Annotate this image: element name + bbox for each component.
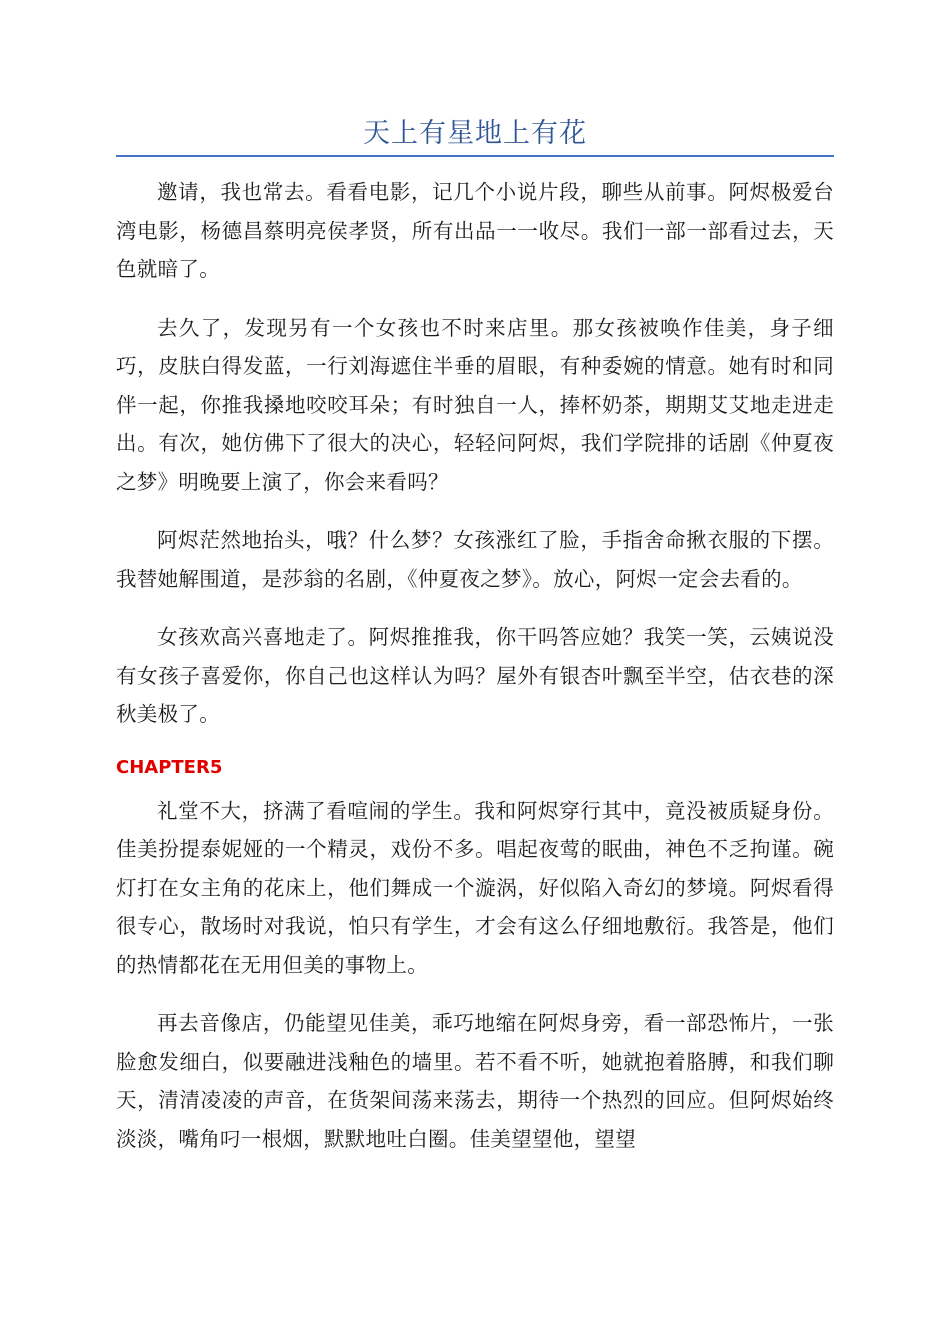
page-title: 天上有星地上有花 <box>363 118 587 149</box>
paragraph: 阿烬茫然地抬头，哦？什么梦？女孩涨红了脸，手指舍命揪衣服的下摆。我替她解围道，是莎翁的名剧，《仲夏夜之梦》。放心，阿烬一定会去看的。 <box>116 528 834 591</box>
chapter-heading: CHAPTER5 <box>116 756 223 778</box>
paragraph: 再去音像店，仍能望见佳美，乖巧地缩在阿烬身旁，看一部恐怖片，一张脸愈发细白，似要融进浅釉色的墙里。若不看不听，她就抱着胳膊，和我们聊天，清清凌凌的声音，在货架间荡来荡去，期待一个热烈的回应。但阿烬始终淡淡，嘴角叼一根烟，默默地吐白圈。佳美望望他，望望 <box>116 1011 834 1151</box>
paragraph: 去久了，发现另有一个女孩也不时来店里。那女孩被唤作佳美，身子细巧，皮肤白得发蓝，一行刘海遮住半垂的眉眼，有种委婉的情意。她有时和同伴一起，你推我搡地咬咬耳朵；有时独自一人，捧杯奶茶，期期艾艾地走进走出。有次，她仿佛下了很大的决心，轻轻问阿烬，我们学院排的话剧《仲夏夜之梦》明晚要上演了，你会来看吗？ <box>116 315 834 494</box>
document-body <box>116 173 834 1178</box>
paragraph: 女孩欢高兴喜地走了。阿烬推推我，你干吗答应她？我笑一笑，云姨说没有女孩子喜爱你，你自己也这样认为吗？屋外有银杏叶飘至半空，估衣巷的深秋美极了。 <box>116 625 834 726</box>
paragraph: 邀请，我也常去。看看电影，记几个小说片段，聊些从前事。阿烬极爱台湾电影，杨德昌蔡明亮侯孝贤，所有出品一一收尽。我们一部一部看过去，天色就暗了。 <box>116 180 834 281</box>
paragraph: 礼堂不大，挤满了看喧闹的学生。我和阿烬穿行其中，竟没被质疑身份。佳美扮提泰妮娅的一个精灵，戏份不多。唱起夜莺的眠曲，神色不乏拘谨。碗灯打在女主角的花床上，他们舞成一个漩涡，好似陷入奇幻的梦境。阿烬看得很专心，散场时对我说，怕只有学生，才会有这么仔细地敷衍。我答是，他们的热情都花在无用但美的事物上。 <box>116 798 834 977</box>
title-divider <box>116 155 834 157</box>
